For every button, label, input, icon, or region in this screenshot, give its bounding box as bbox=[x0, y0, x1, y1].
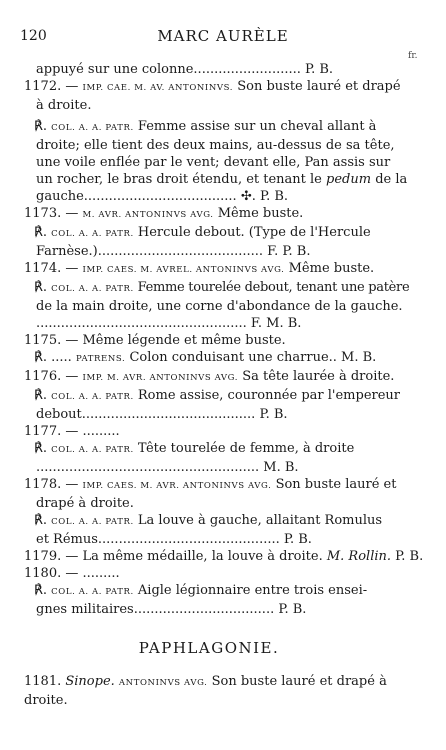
description: Son buste lauré et bbox=[271, 477, 397, 492]
reverse-symbol: ℟. bbox=[34, 513, 52, 528]
entry-line: Farnèse.)........................................ F. P. B. bbox=[36, 244, 311, 259]
entry-1177 bbox=[24, 423, 394, 440]
running-title: MARC AURÈLE bbox=[157, 27, 289, 45]
reverse-symbol: ℟. bbox=[34, 441, 52, 456]
entry-number: 1176. — bbox=[24, 369, 83, 384]
reverse-symbol: ℟. bbox=[34, 225, 52, 240]
description: Femme assise sur un cheval allant à bbox=[133, 119, 377, 134]
entry-1178 bbox=[24, 476, 397, 512]
entry-line: gauche..................................... ✣. P. B. bbox=[36, 189, 289, 204]
legend: COL. A. A. PATR. bbox=[51, 284, 134, 294]
legend: COL. A. A. PATR. bbox=[51, 392, 134, 402]
entry-line: à droite. bbox=[36, 98, 92, 113]
description: Tête tourelée de femme, à droite bbox=[133, 441, 355, 456]
description: un rocher, le bras droit étendu, et tenant le bbox=[36, 172, 327, 187]
legend: COL. A. A. PATR. bbox=[51, 229, 134, 239]
description: Même buste. bbox=[284, 261, 375, 276]
entry-line: 1177. — ......... bbox=[24, 424, 120, 439]
reverse-symbol: ℟. bbox=[34, 119, 52, 134]
entry-line bbox=[24, 349, 394, 368]
description: 1179. — La même médaille, la louve à droite. bbox=[24, 549, 327, 564]
entry-number: 1173. — bbox=[24, 206, 83, 221]
description: Rome assise, couronnée par l'empereur bbox=[133, 388, 401, 403]
entry-line bbox=[24, 368, 394, 387]
description: Hercule debout. (Type de l'Hercule bbox=[133, 225, 371, 240]
description: de la bbox=[371, 172, 408, 187]
page-header bbox=[20, 28, 426, 48]
catalogue-body bbox=[24, 61, 424, 709]
entry-line bbox=[24, 440, 394, 459]
entry-line bbox=[24, 260, 394, 279]
entry-line bbox=[24, 171, 408, 188]
entry-line: 1180. — ......... bbox=[24, 566, 120, 581]
reverse-symbol: ℟. bbox=[34, 280, 52, 295]
legend: COL. A. A. PATR. bbox=[51, 123, 134, 133]
entry-line bbox=[24, 548, 424, 565]
entry-line: droite; elle tient des deux mains, au-dessus de sa tête, bbox=[36, 138, 395, 153]
legend: IMP. M. AVR. ANTONINVS AVG. bbox=[82, 373, 239, 383]
entry-line bbox=[24, 224, 394, 243]
reverse-symbol: ℟. bbox=[34, 583, 52, 598]
entry-line: gnes militaires.................................. P. B. bbox=[36, 602, 307, 617]
entry-line: une voile enflée par le vent; devant elle, Pan assis sur bbox=[36, 155, 391, 170]
legend: COL. A. A. PATR. bbox=[51, 517, 134, 527]
entry-line: de la main droite, une corne d'abondance de la gauche. bbox=[36, 299, 403, 314]
city-name: Sinope. bbox=[65, 674, 115, 689]
entry-line bbox=[24, 476, 397, 495]
entry-line: et Rémus............................................ P. B. bbox=[36, 532, 312, 547]
margin-note: fr. bbox=[408, 51, 418, 61]
description: Colon conduisant une charrue.. M. B. bbox=[125, 350, 377, 365]
reverse-1176 bbox=[24, 387, 401, 423]
entry-line: appuyé sur une colonne.......................... P. B. bbox=[36, 62, 334, 77]
reverse-1175 bbox=[24, 349, 394, 368]
entry-line bbox=[24, 512, 394, 531]
entry-1175 bbox=[24, 332, 394, 349]
legend: IMP. CAES. M. AVR. ANTONINVS AVG. bbox=[82, 481, 272, 491]
entry-number: 1172. — bbox=[24, 79, 83, 94]
entry-1180 bbox=[24, 565, 394, 582]
description: Femme tourelée debout, tenant une patère bbox=[133, 280, 410, 295]
entry-line: debout.......................................... P. B. bbox=[36, 407, 288, 422]
description: Même buste. bbox=[213, 206, 304, 221]
entry-line bbox=[24, 387, 401, 406]
entry-line: droite. bbox=[24, 693, 68, 708]
entry-1174 bbox=[24, 260, 394, 279]
reverse-1172 bbox=[24, 118, 408, 205]
entry-line: ...................................................... M. B. bbox=[36, 460, 299, 475]
entry-line bbox=[24, 279, 410, 298]
legend: COL. A. A. PATR. bbox=[51, 445, 134, 455]
entry-number: 1181. bbox=[24, 674, 66, 689]
entry-line: drapé à droite. bbox=[36, 496, 134, 511]
entry-line bbox=[24, 78, 401, 97]
reverse-1173 bbox=[24, 224, 394, 260]
entry-line bbox=[24, 582, 394, 601]
reverse-symbol: ℟. bbox=[34, 388, 52, 403]
description: P. B. bbox=[391, 549, 424, 564]
legend: IMP. CAE. M. AV. ANTONINVS. bbox=[82, 83, 234, 93]
entry-line bbox=[24, 118, 394, 137]
entry-1173 bbox=[24, 205, 394, 224]
entry-number: 1178. — bbox=[24, 477, 83, 492]
reverse-1180 bbox=[24, 582, 394, 618]
description: Sa tête laurée à droite. bbox=[238, 369, 395, 384]
legend: PATRENS. bbox=[75, 354, 126, 364]
legend: IMP. CAES. M. AVREL. ANTONINVS AVG. bbox=[82, 265, 285, 275]
entry-line bbox=[24, 205, 394, 224]
reverse-1177 bbox=[24, 440, 394, 476]
section-heading: PAPHLAGONIE. bbox=[138, 639, 280, 657]
entry-line bbox=[24, 673, 394, 692]
entry-1172 bbox=[24, 78, 401, 114]
entry-1176 bbox=[24, 368, 394, 387]
entry-line: ................................................... F. M. B. bbox=[36, 316, 302, 331]
entry-line: 1175. — Même légende et même buste. bbox=[24, 333, 286, 348]
italic-term: pedum bbox=[326, 172, 372, 187]
description: Son buste lauré et drapé bbox=[233, 79, 401, 94]
entry-number: 1174. — bbox=[24, 261, 83, 276]
reverse-1174 bbox=[24, 279, 410, 332]
reverse-symbol: ℟. ..... bbox=[34, 350, 76, 365]
description: Aigle légionnaire entre trois ensei- bbox=[133, 583, 368, 598]
description: Son buste lauré et drapé à bbox=[207, 674, 387, 689]
legend: M. AVR. ANTONINVS AVG. bbox=[82, 210, 214, 220]
legend: ANTONINVS AVG. bbox=[118, 678, 208, 688]
entry-1181 bbox=[24, 673, 394, 709]
page-number: 120 bbox=[20, 28, 47, 44]
legend: COL. A. A. PATR. bbox=[51, 587, 134, 597]
entry-1179 bbox=[24, 548, 424, 565]
collection-name: M. Rollin. bbox=[326, 549, 392, 564]
description: La louve à gauche, allaitant Romulus bbox=[133, 513, 383, 528]
reverse-1178 bbox=[24, 512, 394, 548]
